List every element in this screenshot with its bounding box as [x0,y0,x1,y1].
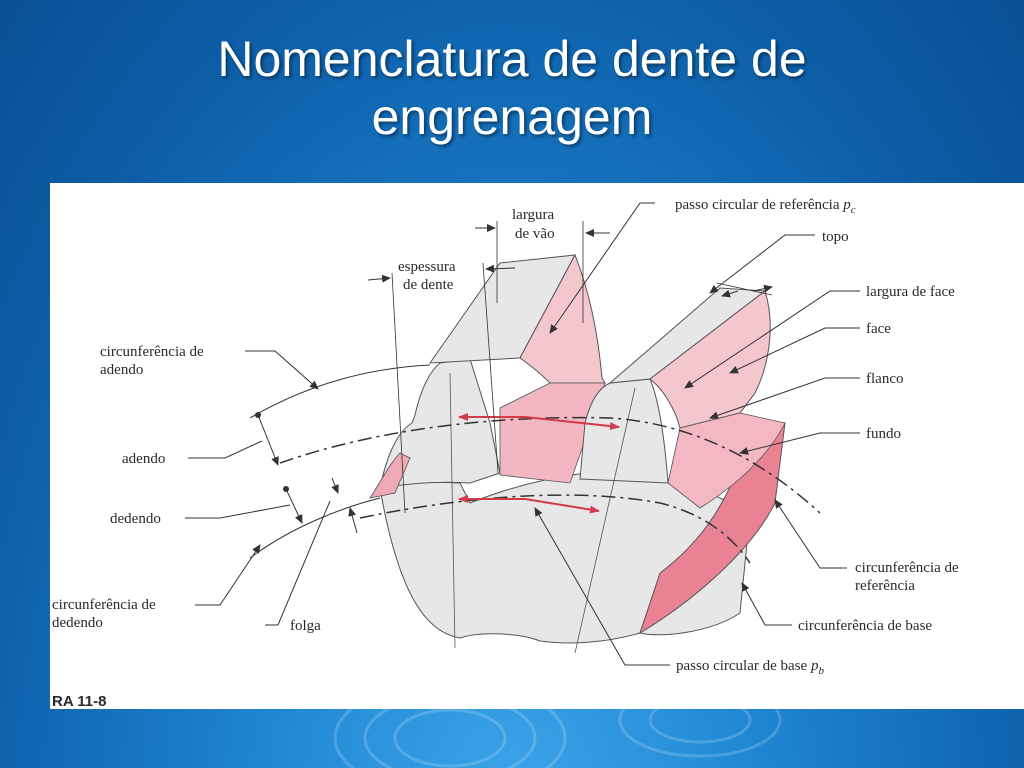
addendum-circle [250,365,430,418]
label-circunferencia-dedendo-2: dedendo [52,615,103,631]
label-topo: topo [822,229,849,245]
label-circunferencia-adendo-1: circunferência de [100,344,204,360]
label-circunferencia-referencia-2: referência [855,578,915,594]
label-fundo: fundo [866,426,901,442]
label-adendo: adendo [122,451,166,467]
thickness-arrow-left [368,278,390,280]
leader-folga [265,501,330,625]
label-circunferencia-dedendo-1: circunferência de [52,597,156,613]
ripple-decoration [300,690,820,768]
figure-reference: RA 11-8 [52,693,107,709]
label-circunferencia-adendo-2: adendo [100,362,144,378]
label-largura-de-face: largura de face [866,284,955,300]
leader-adendo [188,441,262,458]
leader-circunferencia-dedendo [195,545,260,605]
label-largura-de-vao-2: de vão [515,226,555,242]
leader-circunferencia-base [742,583,792,625]
label-face: face [866,321,891,337]
slide-title [0,30,1024,146]
clearance-arrow-top [332,478,338,493]
dedendum-circle [250,498,380,558]
label-circunferencia-base: circunferência de base [798,618,933,634]
gear-tooth-diagram [50,183,1024,709]
leader-topo [710,235,815,293]
addendum-dimension [258,415,278,465]
leader-circunferencia-adendo [245,351,318,389]
leader-dedendo [185,505,290,518]
gear-tooth-figure [50,183,1024,709]
leader-circunferencia-referencia [775,500,847,568]
label-largura-de-vao-1: largura [512,207,555,223]
label-dedendo: dedendo [110,511,161,527]
dedendum-dimension [286,489,302,523]
label-folga: folga [290,618,321,634]
slide-title-line-1: Nomenclatura de dente de [217,31,807,87]
label-passo-circular-base: passo circular de base $p_b$ [676,658,824,677]
clearance-arrow-bottom [350,508,357,533]
label-flanco: flanco [866,371,904,387]
label-espessura-de-dente-1: espessura [398,259,456,275]
slide-title-line-2: engrenagem [371,89,653,145]
label-passo-circular-referencia: passo circular de referência $p_c$ [675,197,856,216]
label-espessura-de-dente-2: de dente [403,277,454,293]
label-circunferencia-referencia-1: circunferência de [855,560,959,576]
